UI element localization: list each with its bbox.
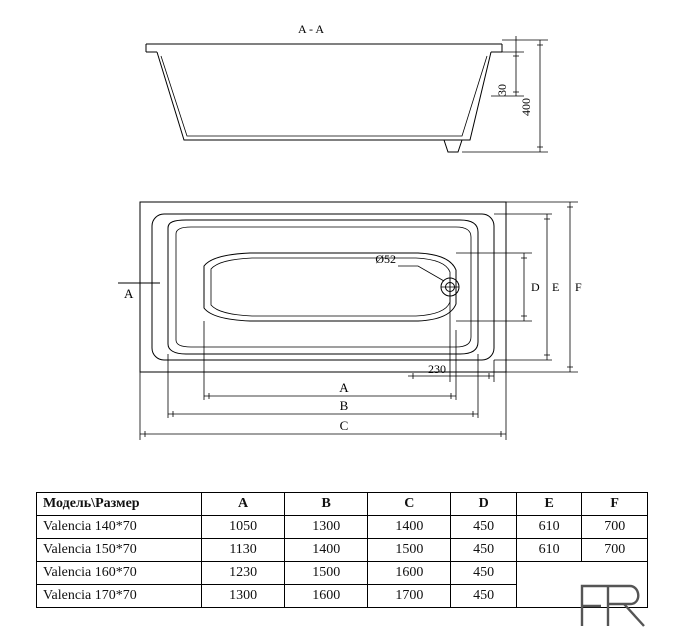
cell-d: 450 (451, 539, 517, 562)
specifications-table (36, 492, 648, 608)
dim-30-label: 30 (495, 84, 509, 96)
cell-c: 1500 (368, 539, 451, 562)
section-marker-a: A (124, 286, 134, 301)
header-d: D (451, 493, 517, 516)
fr-monogram-logo (568, 576, 660, 632)
dim-c-label: C (339, 418, 349, 433)
cell-d: 450 (451, 585, 517, 608)
dim-a-label: A (339, 380, 349, 395)
table-header-row (37, 493, 648, 516)
cell-b: 1300 (285, 516, 368, 539)
cell-model: Valencia 160*70 (37, 562, 202, 585)
cell-e: 610 (516, 516, 582, 539)
cell-a: 1130 (202, 539, 285, 562)
header-b: B (285, 493, 368, 516)
dim-d-label: D (531, 280, 540, 294)
section-view-aa (146, 22, 548, 152)
table-row (37, 539, 648, 562)
cell-d: 450 (451, 562, 517, 585)
cell-c: 1700 (368, 585, 451, 608)
drain-diameter-label: Ø52 (375, 252, 396, 266)
dim-f-label: F (575, 280, 582, 294)
dim-e-label: E (552, 280, 560, 294)
cell-c: 1600 (368, 562, 451, 585)
cell-a: 1230 (202, 562, 285, 585)
cell-d: 450 (451, 516, 517, 539)
cell-b: 1400 (285, 539, 368, 562)
cell-b: 1500 (285, 562, 368, 585)
dim-230-label: 230 (428, 362, 446, 376)
cell-model: Valencia 140*70 (37, 516, 202, 539)
cell-e: 610 (516, 539, 582, 562)
dim-b-label: B (339, 398, 349, 413)
header-a: A (202, 493, 285, 516)
table-row (37, 562, 648, 585)
cell-a: 1300 (202, 585, 285, 608)
cell-model: Valencia 170*70 (37, 585, 202, 608)
plan-view (118, 202, 582, 440)
cell-b: 1600 (285, 585, 368, 608)
section-title-aa: A - A (297, 22, 325, 36)
dim-400-label: 400 (519, 98, 533, 116)
header-e: E (516, 493, 582, 516)
header-c: C (368, 493, 451, 516)
cell-f: 700 (582, 516, 648, 539)
table-row (37, 516, 648, 539)
cell-c: 1400 (368, 516, 451, 539)
cell-a: 1050 (202, 516, 285, 539)
cell-model: Valencia 150*70 (37, 539, 202, 562)
header-model: Модель\Размер (37, 493, 202, 516)
cell-f: 700 (582, 539, 648, 562)
header-f: F (582, 493, 648, 516)
